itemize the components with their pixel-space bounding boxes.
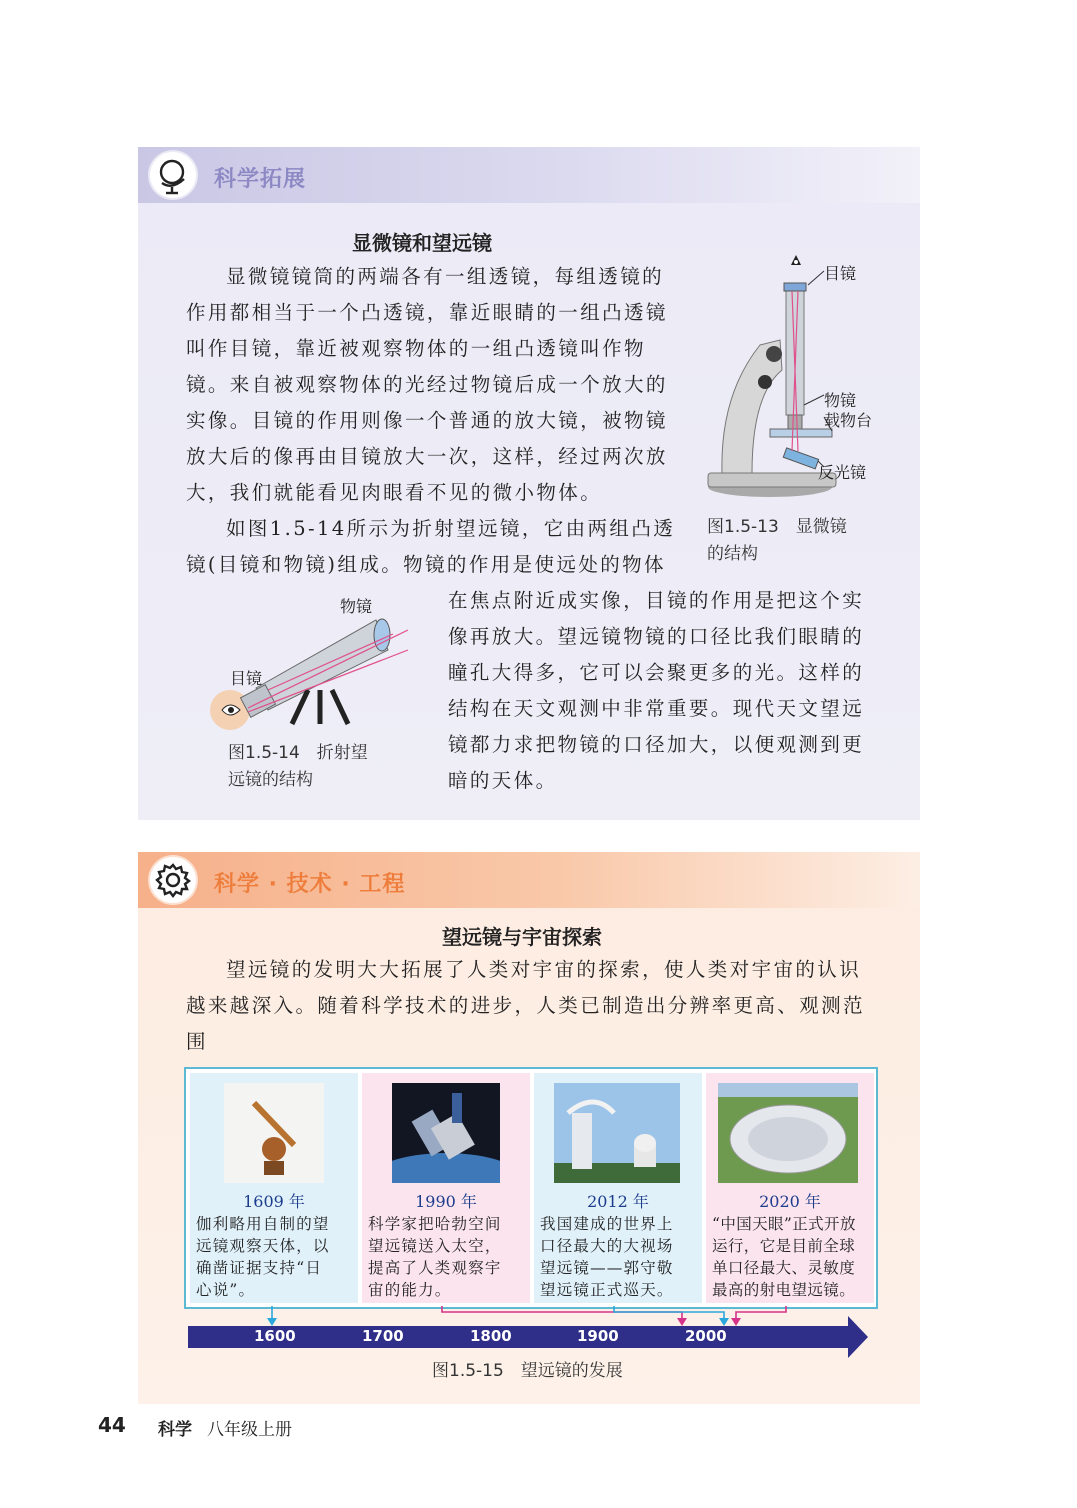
lamost-telescope-image	[554, 1083, 680, 1183]
desc-line: 伽利略用自制的望	[196, 1215, 330, 1233]
section-title: 科学 · 技术 · 工程	[214, 872, 406, 897]
timeline-entry	[534, 1073, 702, 1303]
text-line: 作用都相当于一个凸透镜，靠近眼睛的一组凸透镜	[186, 301, 668, 324]
label-objective: 物镜	[340, 597, 373, 616]
desc-line: 运行，它是目前全球	[712, 1237, 856, 1255]
label-eyepiece: 目镜	[824, 264, 857, 283]
desc-line: 最高的射电望远镜。	[712, 1281, 856, 1299]
page-number: 44	[98, 1413, 126, 1437]
desc-line: 确凿证据支持“日	[196, 1259, 323, 1277]
desc-line: 我国建成的世界上	[540, 1215, 674, 1233]
timeline-year: 2020 年	[759, 1192, 821, 1211]
figure-caption	[707, 514, 847, 568]
timeline-year: 1990 年	[415, 1192, 477, 1211]
hubble-telescope-image	[392, 1083, 500, 1183]
caption-line: 的结构	[707, 544, 758, 564]
gear-icon	[150, 857, 196, 903]
marker-arrow	[267, 1318, 277, 1326]
text-line: 大，我们就能看见肉眼看不见的微小物体。	[186, 481, 603, 504]
label-objective: 物镜	[824, 391, 857, 410]
timeline-entry	[706, 1073, 874, 1303]
globe-icon	[150, 152, 196, 198]
desc-line: 望远镜——郭守敬	[540, 1259, 674, 1277]
text-line: 越来越深入。随着科学技术的进步，人类已制造出分辨率更高、观测范围	[186, 994, 865, 1053]
timeline-description	[540, 1213, 698, 1301]
fast-telescope-image	[718, 1083, 858, 1183]
article-heading: 显微镜和望远镜	[352, 231, 492, 255]
marker-arrow	[731, 1318, 741, 1326]
timeline-entry	[190, 1073, 358, 1303]
axis-tick-label: 2000	[685, 1327, 727, 1345]
timeline-description	[368, 1213, 526, 1301]
text-line: 显微镜镜筒的两端各有一组透镜，每组透镜的	[226, 265, 665, 288]
marker-arrow	[719, 1318, 729, 1326]
figure-caption: 图1.5-15 望远镜的发展	[432, 1361, 623, 1381]
marker-1990-line	[442, 1306, 682, 1322]
axis-tick-label: 1700	[362, 1327, 404, 1345]
caption-line: 图1.5-14 折射望	[228, 743, 368, 763]
timeline-year: 2012 年	[587, 1192, 649, 1211]
text-line: 像再放大。望远镜物镜的口径比我们眼睛的	[448, 625, 865, 648]
text-line: 实像。目镜的作用则像一个普通的放大镜，被物镜	[186, 409, 668, 432]
desc-line: 单口径最大、灵敏度	[712, 1259, 856, 1277]
text-line: 望远镜的发明大大拓展了人类对宇宙的探索，使人类对宇宙的认识	[226, 958, 862, 981]
label-eyepiece: 目镜	[230, 669, 263, 688]
text-line: 镜都力求把物镜的口径加大，以便观测到更	[448, 733, 865, 756]
timeline-panel	[184, 1067, 878, 1309]
label-stage: 载物台	[824, 411, 873, 430]
text-line: 放大后的像再由目镜放大一次，这样，经过两次放	[186, 445, 668, 468]
text-line: 如图1.5-14所示为折射望远镜，它由两组凸透	[226, 517, 676, 540]
axis-tick-label: 1600	[254, 1327, 296, 1345]
marker-arrow	[677, 1318, 687, 1326]
timeline-description	[196, 1213, 354, 1301]
desc-line: 口径最大的大视场	[540, 1237, 674, 1255]
galileo-telescope-image	[224, 1083, 324, 1183]
article-heading: 望远镜与宇宙探索	[442, 925, 602, 949]
telescope-figure	[208, 590, 418, 740]
desc-line: 心说”。	[196, 1281, 256, 1299]
timeline-description	[712, 1213, 870, 1301]
marker-2012-line	[614, 1306, 724, 1322]
caption-line: 图1.5-13 显微镜	[707, 517, 847, 537]
telescope-illustration	[208, 590, 418, 740]
text-line: 在焦点附近成实像，目镜的作用是把这个实	[448, 589, 865, 612]
timeline-year: 1609 年	[243, 1192, 305, 1211]
desc-line: “中国天眼”正式开放	[712, 1215, 856, 1233]
desc-line: 提高了人类观察宇	[368, 1259, 502, 1277]
footer-grade: 八年级上册	[207, 1420, 292, 1440]
desc-line: 望远镜正式巡天。	[540, 1281, 674, 1299]
footer-subject: 科学	[158, 1420, 192, 1440]
desc-line: 宙的能力。	[368, 1281, 452, 1299]
text-line: 暗的天体。	[448, 769, 558, 792]
text-line: 叫作目镜，靠近被观察物体的一组凸透镜叫作物	[186, 337, 646, 360]
caption-line: 远镜的结构	[228, 770, 313, 790]
section-title: 科学拓展	[214, 167, 307, 192]
axis-tick-label: 1800	[470, 1327, 512, 1345]
figure-caption	[228, 740, 368, 794]
text-line: 镜(目镜和物镜)组成。物镜的作用是使远处的物体	[186, 553, 666, 576]
desc-line: 望远镜送入太空，	[368, 1237, 502, 1255]
marker-2020-line	[736, 1306, 786, 1322]
article-body-right	[448, 583, 888, 799]
desc-line: 科学家把哈勃空间	[368, 1215, 502, 1233]
label-mirror: 反光镜	[818, 463, 867, 482]
text-line: 镜。来自被观察物体的光经过物镜后成一个放大的	[186, 373, 668, 396]
desc-line: 远镜观察天体，以	[196, 1237, 330, 1255]
timeline-entry	[362, 1073, 530, 1303]
text-line: 瞳孔大得多，它可以会聚更多的光。这样的	[448, 661, 865, 684]
text-line: 结构在天文观测中非常重要。现代天文望远	[448, 697, 865, 720]
article-body	[186, 259, 686, 583]
axis-tick-label: 1900	[577, 1327, 619, 1345]
